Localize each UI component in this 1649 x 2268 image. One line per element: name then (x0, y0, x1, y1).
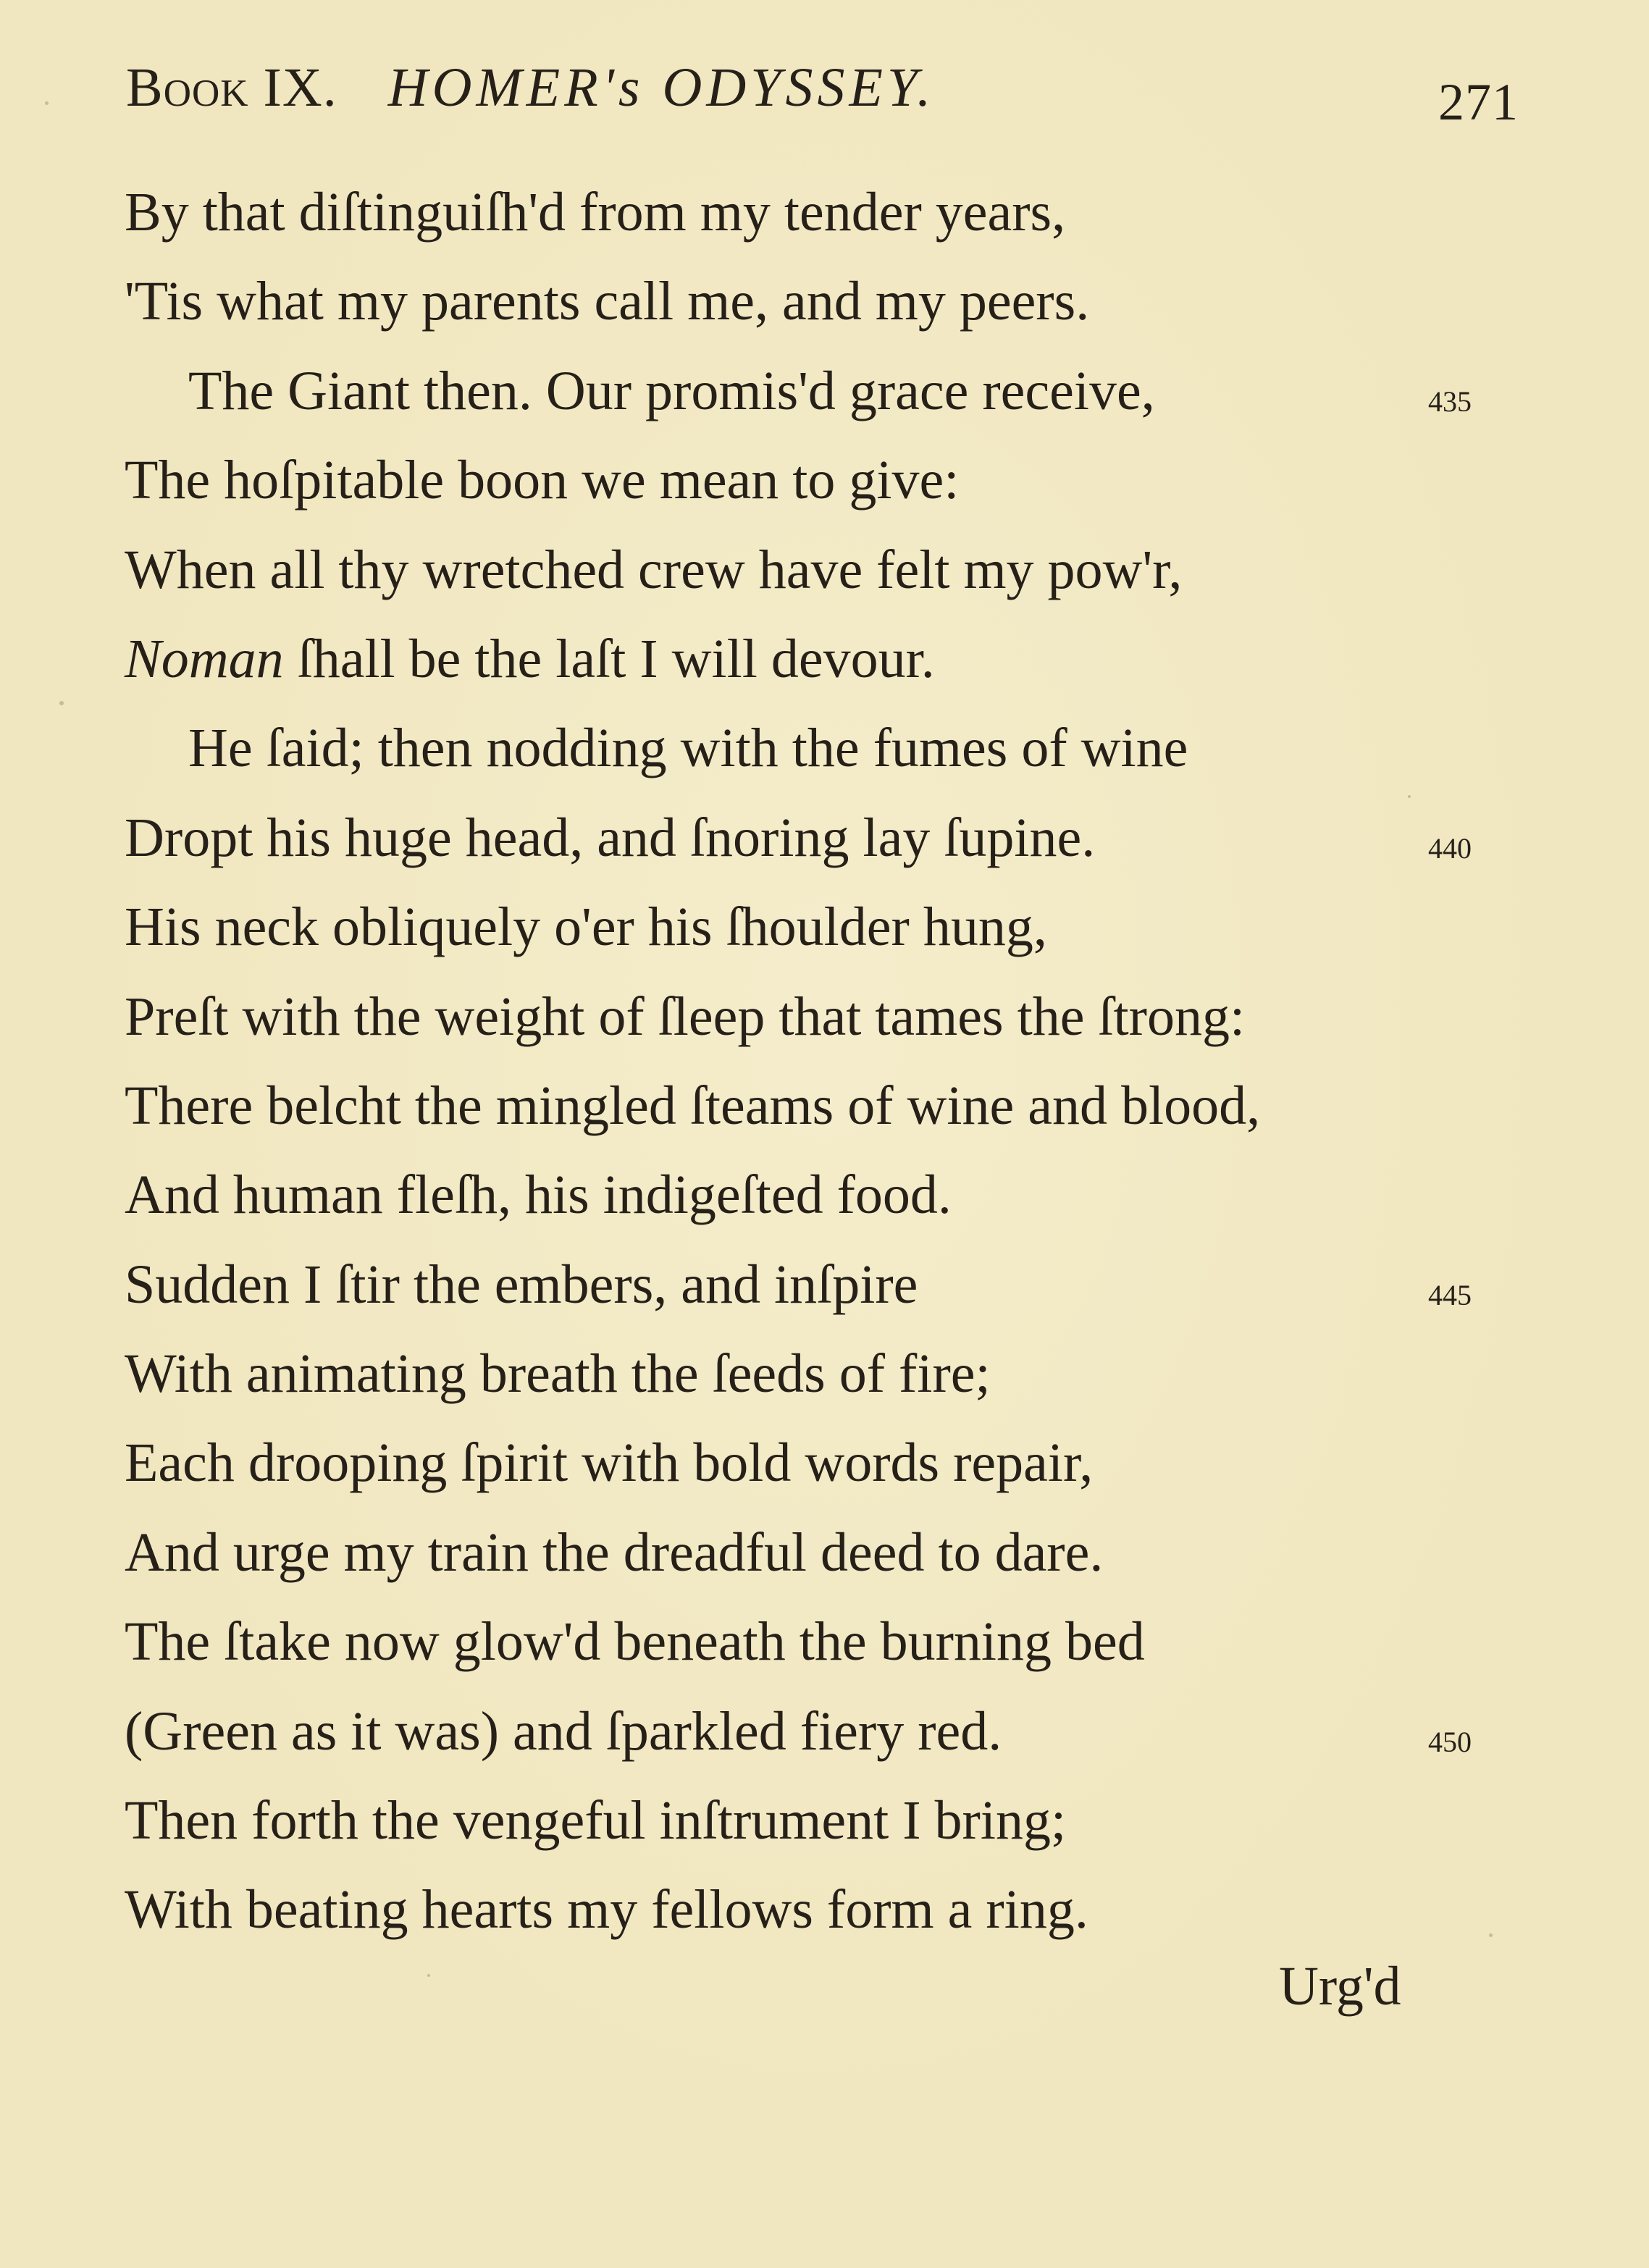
paper-speck (427, 1974, 430, 1977)
paper-speck (1408, 795, 1411, 798)
verse-line: His neck obliquely o'er his ſhoulder hung, (125, 896, 1047, 958)
verse-line: The hoſpitable boon we mean to give: (125, 450, 960, 511)
line-number: 440 (1428, 831, 1472, 865)
line-number: 450 (1428, 1725, 1472, 1758)
poem-text (125, 168, 1515, 1955)
paper-speck (45, 101, 49, 105)
verse-line: And human fleſh, his indigeſted food. (125, 1164, 952, 1226)
page-header (126, 56, 1519, 136)
verse-line: Then forth the vengeful inſtrument I bring; (125, 1790, 1067, 1852)
verse-line: 'Tis what my parents call me, and my peers. (125, 271, 1090, 332)
verse-line: Noman ſhall be the laſt I will devour. (125, 628, 935, 689)
verse-line: There belcht the mingled ſteams of wine and blood, (125, 1075, 1261, 1136)
paper-speck (1489, 1933, 1493, 1937)
verse-line: The Giant then. Our promis'd grace receive, 435 (125, 347, 1515, 436)
verse-line: He ſaid; then nodding with the fumes of wine (188, 718, 1188, 779)
catchword: Urg'd (1279, 1956, 1401, 2017)
line-number: 445 (1428, 1278, 1472, 1311)
running-head (126, 56, 935, 119)
page-number: 271 (1438, 73, 1519, 131)
verse-line: With animating breath the ſeeds of fire; (125, 1343, 991, 1405)
verse-line: With beating hearts my fellows form a ring. (125, 1879, 1088, 1941)
running-title: HOMER's ODYSSEY. (387, 57, 936, 118)
book-label: Book IX. (126, 57, 337, 118)
paper-speck (59, 701, 64, 705)
verse-line: Dropt his huge head, and ſnoring lay ſupine. 440 (125, 794, 1515, 883)
verse-line: And urge my train the dreadful deed to dare. (125, 1521, 1104, 1583)
line-number: 435 (1428, 385, 1472, 418)
verse-line: The ſtake now glow'd beneath the burning bed (125, 1611, 1145, 1673)
verse-line: Each drooping ſpirit with bold words repair, (125, 1432, 1094, 1494)
verse-line: By that diſtinguiſh'd from my tender years, (125, 182, 1066, 243)
verse-line: Preſt with the weight of ſleep that tames the ſtrong: (125, 986, 1246, 1047)
verse-line: (Green as it was) and ſparkled fiery red. 450 (125, 1687, 1515, 1776)
verse-line: Sudden I ſtir the embers, and inſpire 445 (125, 1240, 1515, 1330)
verse-line: When all thy wretched crew have felt my pow'r, (125, 539, 1183, 600)
italic-name: Noman (125, 628, 284, 689)
